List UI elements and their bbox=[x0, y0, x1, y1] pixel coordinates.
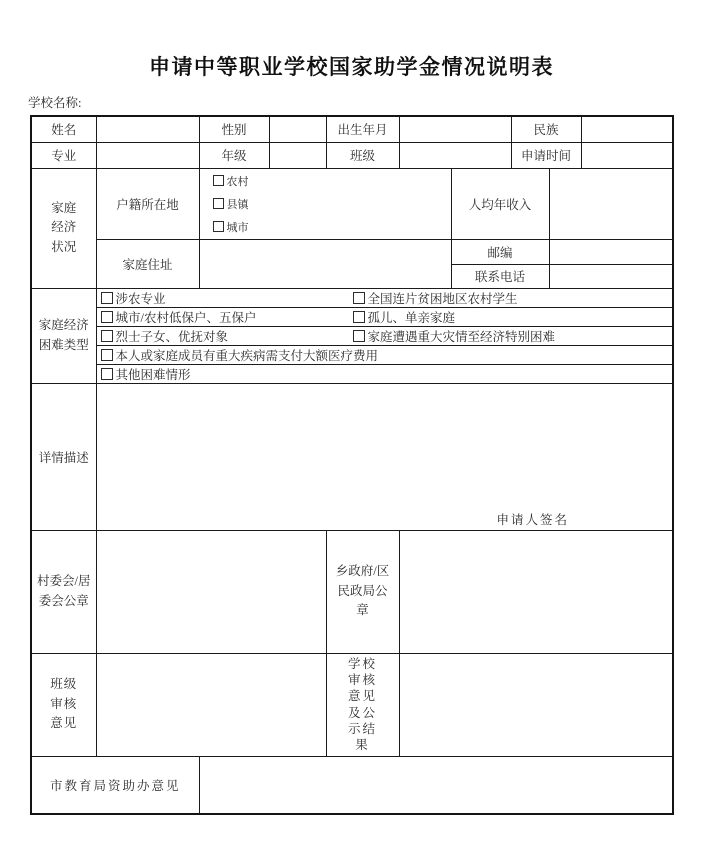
difficulty-option-label: 本人或家庭成员有重大疾病需支付大额医疗费用 bbox=[115, 348, 379, 363]
township-government-seal-area[interactable] bbox=[399, 530, 673, 653]
difficulty-option-martyr-children[interactable] bbox=[101, 327, 353, 345]
school-review-opinion-label: 学校 审核 意见 及公 示结 果 bbox=[326, 653, 399, 756]
basic-info-row-1 bbox=[31, 116, 673, 142]
application-form-table bbox=[30, 115, 674, 815]
checkbox-icon[interactable] bbox=[101, 368, 113, 380]
residence-option-county-town[interactable] bbox=[213, 196, 449, 212]
gender-label: 性别 bbox=[199, 116, 269, 142]
phone-input-cell[interactable] bbox=[549, 264, 673, 288]
difficulty-options-cell bbox=[96, 345, 673, 364]
difficulty-option-orphan-single-parent[interactable] bbox=[353, 308, 456, 326]
difficulty-options-cell bbox=[96, 288, 673, 307]
residence-option-rural-label: 农村 bbox=[226, 175, 249, 188]
difficulty-option-label: 涉农专业 bbox=[115, 291, 166, 306]
difficulty-option-label: 家庭遭遇重大灾情至经济特别困难 bbox=[367, 329, 556, 344]
difficulty-option-other[interactable] bbox=[101, 365, 191, 383]
bureau-row bbox=[31, 756, 673, 814]
difficulty-option-label: 其他困难情形 bbox=[115, 367, 191, 382]
difficulty-option-disaster[interactable] bbox=[353, 327, 556, 345]
education-bureau-opinion-area[interactable] bbox=[199, 756, 673, 814]
class-label: 班级 bbox=[326, 142, 399, 168]
checkbox-icon[interactable] bbox=[213, 175, 224, 186]
difficulty-options-cell bbox=[96, 307, 673, 326]
residence-row bbox=[31, 168, 673, 239]
class-review-opinion-label: 班级 审核 意见 bbox=[31, 653, 96, 756]
residence-option-city-label: 城市 bbox=[226, 221, 249, 234]
school-review-opinion-area[interactable] bbox=[399, 653, 673, 756]
checkbox-icon[interactable] bbox=[353, 292, 365, 304]
difficulty-option-agriculture[interactable] bbox=[101, 289, 353, 307]
residence-options-cell bbox=[199, 168, 451, 239]
address-postcode-row bbox=[31, 239, 673, 264]
difficulty-option-major-illness[interactable] bbox=[101, 346, 379, 364]
checkbox-icon[interactable] bbox=[101, 349, 113, 361]
difficulty-option-label: 全国连片贫困地区农村学生 bbox=[367, 291, 518, 306]
residence-option-city[interactable] bbox=[213, 219, 449, 235]
difficulty-type-section-label: 家庭经济 困难类型 bbox=[31, 288, 96, 383]
village-committee-seal-label: 村委会/居 委会公章 bbox=[31, 530, 96, 653]
difficulty-option-low-income[interactable] bbox=[101, 308, 353, 326]
address-input-cell[interactable] bbox=[199, 239, 451, 288]
ethnicity-label: 民族 bbox=[511, 116, 581, 142]
grade-label: 年级 bbox=[199, 142, 269, 168]
name-label: 姓名 bbox=[31, 116, 96, 142]
page-title: 申请中等职业学校国家助学金情况说明表 bbox=[149, 56, 554, 79]
major-input-cell[interactable] bbox=[96, 142, 199, 168]
difficulty-row-3 bbox=[31, 326, 673, 345]
birth-date-label: 出生年月 bbox=[326, 116, 399, 142]
difficulty-options-cell bbox=[96, 326, 673, 345]
difficulty-option-label: 孤儿、单亲家庭 bbox=[367, 310, 456, 325]
phone-label: 联系电话 bbox=[451, 264, 549, 288]
family-economic-status-section-label: 家庭 经济 状况 bbox=[31, 168, 96, 288]
class-input-cell[interactable] bbox=[399, 142, 511, 168]
apply-time-input-cell[interactable] bbox=[581, 142, 673, 168]
village-committee-seal-area[interactable] bbox=[96, 530, 326, 653]
residence-option-county-town-label: 县镇 bbox=[226, 198, 249, 211]
address-label: 家庭住址 bbox=[96, 239, 199, 288]
seals-row bbox=[31, 530, 673, 653]
class-review-opinion-area[interactable] bbox=[96, 653, 326, 756]
checkbox-icon[interactable] bbox=[213, 198, 224, 209]
basic-info-row-2 bbox=[31, 142, 673, 168]
difficulty-row-4 bbox=[31, 345, 673, 364]
ethnicity-input-cell[interactable] bbox=[581, 116, 673, 142]
checkbox-icon[interactable] bbox=[353, 330, 365, 342]
township-government-seal-label: 乡政府/区 民政局公 章 bbox=[326, 530, 399, 653]
postcode-label: 邮编 bbox=[451, 239, 549, 264]
school-name-label: 学校名称: bbox=[28, 96, 82, 110]
gender-input-cell[interactable] bbox=[269, 116, 326, 142]
difficulty-row-5 bbox=[31, 364, 673, 383]
difficulty-row-1 bbox=[31, 288, 673, 307]
name-input-cell[interactable] bbox=[96, 116, 199, 142]
income-input-cell[interactable] bbox=[549, 168, 673, 239]
major-label: 专业 bbox=[31, 142, 96, 168]
residence-option-rural[interactable] bbox=[213, 173, 449, 189]
difficulty-option-label: 烈士子女、优抚对象 bbox=[115, 329, 229, 344]
difficulty-option-label: 城市/农村低保户、五保户 bbox=[115, 310, 257, 325]
difficulty-option-poor-area-student[interactable] bbox=[353, 289, 518, 307]
checkbox-icon[interactable] bbox=[101, 330, 113, 342]
residence-label: 户籍所在地 bbox=[96, 168, 199, 239]
difficulty-row-2 bbox=[31, 307, 673, 326]
review-row bbox=[31, 653, 673, 756]
checkbox-icon[interactable] bbox=[101, 311, 113, 323]
checkbox-icon[interactable] bbox=[353, 311, 365, 323]
birth-date-input-cell[interactable] bbox=[399, 116, 511, 142]
education-bureau-opinion-label: 市教育局资助办意见 bbox=[31, 756, 199, 814]
detail-description-label: 详情描述 bbox=[31, 383, 96, 530]
detail-description-row bbox=[31, 383, 673, 530]
checkbox-icon[interactable] bbox=[213, 221, 224, 232]
grade-input-cell[interactable] bbox=[269, 142, 326, 168]
apply-time-label: 申请时间 bbox=[511, 142, 581, 168]
checkbox-icon[interactable] bbox=[101, 292, 113, 304]
detail-description-input-area[interactable] bbox=[96, 383, 673, 530]
applicant-signature-label: 申请人签名 bbox=[496, 512, 570, 527]
difficulty-options-cell bbox=[96, 364, 673, 383]
income-label: 人均年收入 bbox=[451, 168, 549, 239]
postcode-input-cell[interactable] bbox=[549, 239, 673, 264]
